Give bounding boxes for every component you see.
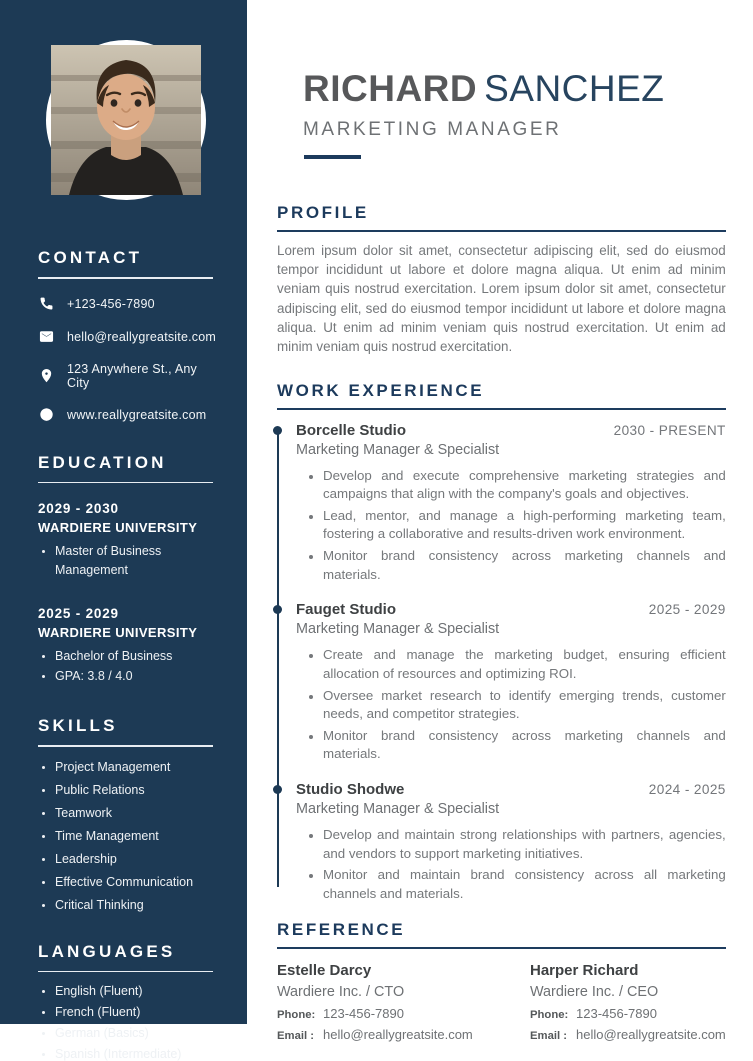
education-entry (38, 501, 213, 580)
reference-email: hello@reallygreatsite.com (576, 1027, 726, 1043)
education-list (38, 501, 213, 686)
languages-heading: LANGUAGES (38, 941, 176, 961)
profile-photo (46, 40, 206, 200)
education-section (38, 453, 213, 687)
profile-photo-illustration (51, 45, 201, 195)
reference-company-role: Wardiere Inc. / CTO (277, 984, 405, 1001)
work-bullets (296, 826, 726, 903)
skill-item: • Teamwork (55, 806, 213, 820)
contact-website: www.reallygreatsite.com (67, 407, 207, 422)
work-bullet: • Lead, mentor, and manage a high-performing marketing team, fostering a collaborative and results-driven work environment. (323, 507, 726, 544)
education-entry (38, 606, 213, 687)
languages-section (38, 942, 213, 1061)
education-bullet: • GPA: 3.8 / 4.0 (55, 667, 213, 686)
work-entry (296, 781, 726, 903)
work-period: 2030 - PRESENT (613, 422, 726, 438)
work-bullet: • Develop and maintain strong relationships with partners, agencies, and vendors to support marketing initiatives. (323, 826, 726, 863)
work-bullet: • Monitor brand consistency across marketing channels and materials. (323, 727, 726, 764)
work-bullet: • Oversee market research to identify emerging trends, customer needs, and competitor strategies. (323, 687, 726, 724)
title-accent-bar (304, 155, 361, 159)
contact-list (38, 296, 217, 423)
contact-item-address (38, 362, 213, 390)
skill-item: • Leadership (55, 852, 213, 866)
contact-section (38, 248, 217, 423)
education-school: WARDIERE UNIVERSITY (38, 520, 198, 536)
languages-list (38, 984, 213, 1061)
language-item: • German (Basics) (55, 1026, 213, 1040)
education-bullet: • Master of Business Management (55, 542, 213, 580)
work-entry (296, 601, 726, 764)
main-content (247, 0, 753, 1043)
sidebar (0, 0, 247, 1061)
work-bullets (296, 646, 726, 764)
skills-divider (38, 745, 213, 747)
reference-phone-row (277, 1006, 530, 1021)
globe-icon (38, 407, 54, 423)
skill-item: • Effective Communication (55, 875, 213, 889)
work-bullet: • Monitor brand consistency across marketing channels and materials. (323, 547, 726, 584)
work-role: Marketing Manager & Specialist (296, 621, 500, 638)
company-name: Borcelle Studio (296, 421, 407, 439)
work-divider (277, 408, 726, 410)
reference-heading: REFERENCE (277, 920, 406, 940)
education-period: 2025 - 2029 (38, 605, 119, 621)
reference-email: hello@reallygreatsite.com (323, 1027, 473, 1043)
phone-icon (38, 296, 54, 312)
education-bullet: • Bachelor of Business (55, 647, 213, 666)
reference-card (530, 962, 726, 1042)
skills-heading: SKILLS (38, 716, 118, 736)
email-icon (38, 329, 54, 345)
contact-item-phone (38, 296, 213, 312)
email-label: Email : (277, 1030, 315, 1043)
reference-phone-row (530, 1006, 726, 1021)
contact-divider (38, 277, 213, 279)
profile-divider (277, 230, 726, 232)
skills-list (38, 760, 213, 912)
name-header (303, 70, 726, 159)
phone-label: Phone: (530, 1009, 569, 1022)
reference-name: Estelle Darcy (277, 962, 372, 980)
reference-company-role: Wardiere Inc. / CEO (530, 984, 659, 1001)
profile-heading: PROFILE (277, 202, 369, 222)
reference-email-row (277, 1027, 530, 1042)
work-entry-header (296, 422, 726, 439)
last-name: SANCHEZ (484, 68, 665, 109)
education-period: 2029 - 2030 (38, 501, 119, 517)
work-experience-section (277, 381, 726, 904)
work-entry (296, 422, 726, 585)
skill-item: • Critical Thinking (55, 898, 213, 912)
contact-phone: +123-456-7890 (67, 296, 155, 311)
contact-email: hello@reallygreatsite.com (67, 329, 217, 344)
work-bullet: • Develop and execute comprehensive marketing strategies and campaigns that align with the company's goals and objectives. (323, 467, 726, 504)
email-label: Email : (530, 1030, 568, 1043)
work-role: Marketing Manager & Specialist (296, 441, 500, 458)
skill-item: • Project Management (55, 760, 213, 774)
phone-label: Phone: (277, 1009, 316, 1022)
reference-card (277, 962, 530, 1042)
language-item: • Spanish (Intermediate) (55, 1047, 213, 1061)
profile-section (277, 203, 726, 357)
education-heading: EDUCATION (38, 452, 167, 472)
work-experience-heading: WORK EXPERIENCE (277, 380, 485, 400)
education-bullets (38, 542, 213, 580)
reference-email-row (530, 1027, 726, 1042)
first-name: RICHARD (303, 68, 478, 109)
work-entry-header (296, 601, 726, 618)
work-entry-header (296, 781, 726, 798)
education-divider (38, 482, 213, 484)
reference-phone: 123-456-7890 (576, 1006, 657, 1022)
reference-divider (277, 947, 726, 949)
location-icon (38, 368, 54, 384)
work-timeline (277, 422, 726, 904)
education-school: WARDIERE UNIVERSITY (38, 624, 198, 640)
company-name: Fauget Studio (296, 601, 396, 619)
profile-text: Lorem ipsum dolor sit amet, consectetur adipiscing elit, sed do eiusmod tempor incididunt ut labore et dolore magna aliqua. Ut enim ad minim veniam quis nostrud exercitation. Lorem ipsum dolor sit amet, consectetur adipiscing elit, sed do eiusmod tempor incididunt ut labore et dolore magna aliqua. Ut enim ad minim veniam quis nostrud exercitation. Ut enim ad minim veniam quis nostrud exercitation. (277, 242, 726, 355)
company-name: Studio Shodwe (296, 780, 405, 798)
reference-phone: 123-456-7890 (323, 1006, 404, 1022)
work-bullet: • Create and manage the marketing budget, ensuring efficient allocation of resources and optimizing ROI. (323, 646, 726, 683)
work-bullet: • Monitor and maintain brand consistency across all marketing channels and materials. (323, 866, 726, 903)
contact-item-website (38, 407, 213, 423)
reference-section (277, 920, 726, 1042)
person-name (303, 70, 726, 109)
reference-list (277, 962, 726, 1042)
contact-heading: CONTACT (38, 248, 143, 267)
languages-divider (38, 971, 213, 973)
job-title: MARKETING MANAGER (303, 118, 562, 140)
work-bullets (296, 467, 726, 585)
contact-item-email (38, 329, 217, 345)
reference-name: Harper Richard (530, 962, 639, 980)
education-bullets (38, 647, 213, 687)
skills-section (38, 716, 213, 912)
work-role: Marketing Manager & Specialist (296, 800, 500, 817)
work-period: 2025 - 2029 (648, 602, 726, 618)
language-item: • French (Fluent) (55, 1005, 213, 1019)
language-item: • English (Fluent) (55, 984, 213, 998)
contact-address: 123 Anywhere St., Any City (67, 361, 197, 390)
work-period: 2024 - 2025 (648, 781, 726, 797)
skill-item: • Time Management (55, 829, 213, 843)
skill-item: • Public Relations (55, 783, 213, 797)
